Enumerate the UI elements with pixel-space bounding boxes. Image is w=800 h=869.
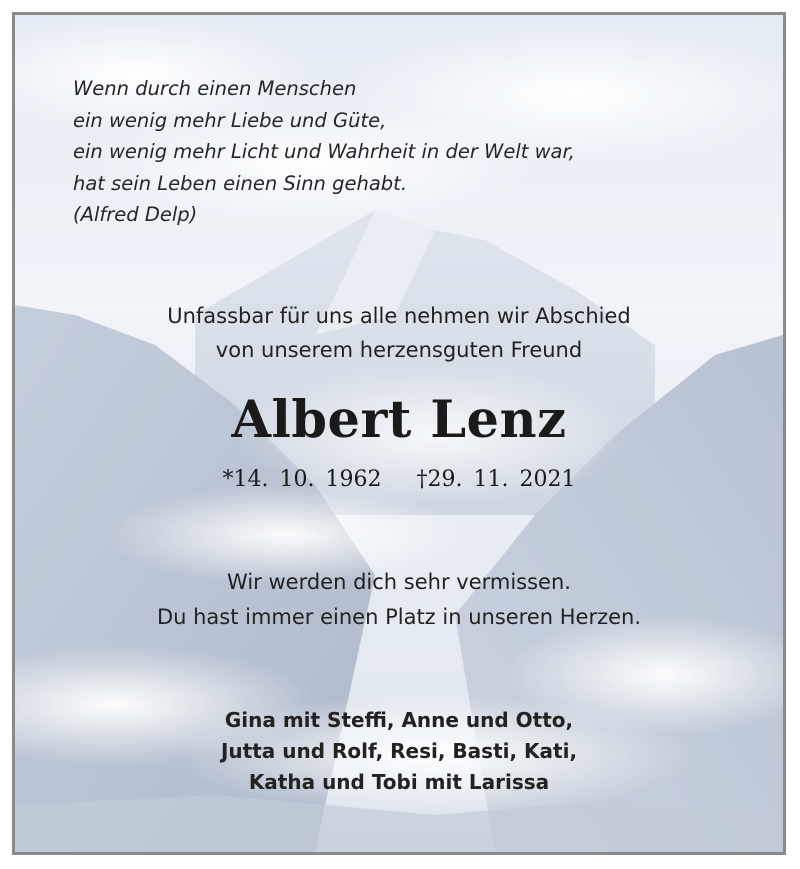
mourners-list <box>15 705 783 798</box>
life-dates <box>15 463 783 497</box>
mourners-line: Jutta und Rolf, Resi, Basti, Kati, <box>220 739 578 763</box>
memorial-quote <box>73 73 575 231</box>
quote-author: (Alfred Delp) <box>73 203 198 226</box>
farewell-line: Wir werden dich sehr vermissen. <box>227 570 571 594</box>
obituary-frame <box>12 12 786 855</box>
farewell-text <box>15 565 783 635</box>
quote-line: ein wenig mehr Licht und Wahrheit in der Welt war, <box>73 140 575 163</box>
quote-line: Wenn durch einen Menschen <box>73 77 357 100</box>
quote-line: hat sein Leben einen Sinn gehabt. <box>73 171 408 195</box>
birth-date: *14. 10. 1962 <box>222 467 382 492</box>
death-date: †29. 11. 2021 <box>416 467 576 492</box>
obituary-content <box>15 15 783 852</box>
mourners-line: Gina mit Steffi, Anne und Otto, <box>224 708 574 732</box>
intro-line: von unserem herzensguten Freund <box>215 338 583 362</box>
intro-line: Unfassbar für uns alle nehmen wir Abschied <box>167 304 631 328</box>
deceased-name: Albert Lenz <box>231 390 567 450</box>
quote-line: ein wenig mehr Liebe und Güte, <box>73 108 387 132</box>
farewell-line: Du hast immer einen Platz in unseren Herzen. <box>156 605 642 629</box>
intro-text <box>15 299 783 367</box>
mourners-line: Katha und Tobi mit Larissa <box>248 770 550 794</box>
